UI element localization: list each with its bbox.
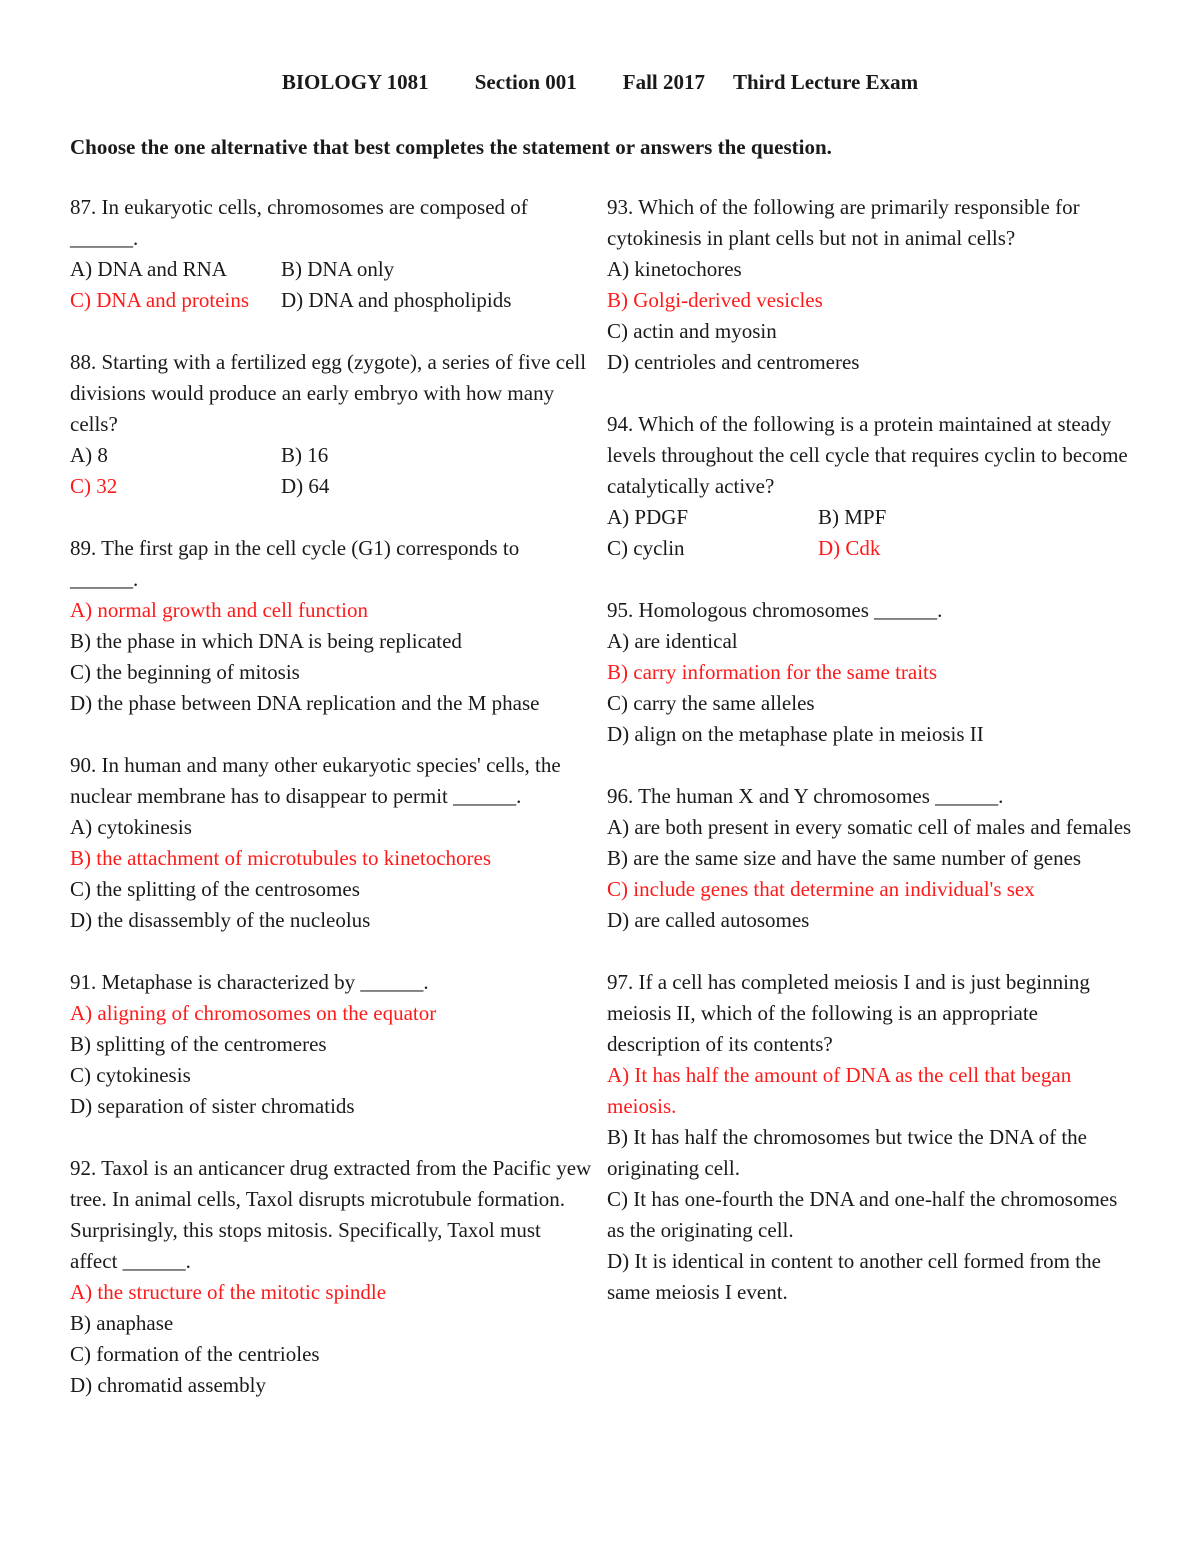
question-88: [70, 347, 592, 502]
question-stem: 87. In eukaryotic cells, chromosomes are composed of ______.: [70, 195, 528, 250]
option-a-correct: A) normal growth and cell function: [70, 598, 368, 622]
question-97: [607, 967, 1132, 1308]
option-c: C) cytokinesis: [70, 1063, 191, 1087]
option-c-correct: C) DNA and proteins: [70, 288, 250, 312]
term-label: Fall 2017: [622, 70, 706, 94]
option-c: C) carry the same alleles: [607, 691, 815, 715]
option-b-correct: B) the attachment of microtubules to kinetochores: [70, 846, 492, 870]
course-title: BIOLOGY 1081: [281, 70, 429, 94]
question-93: [607, 192, 1132, 378]
option-b-correct: B) Golgi-derived vesicles: [607, 288, 823, 312]
question-90: [70, 750, 592, 936]
question-89: [70, 533, 592, 719]
option-c: C) It has one-fourth the DNA and one-half the chromosomes as the originating cell.: [607, 1187, 1118, 1242]
option-d: D) chromatid assembly: [70, 1373, 266, 1397]
option-b: B) splitting of the centromeres: [70, 1032, 327, 1056]
option-c-correct: C) 32: [70, 474, 118, 498]
question-stem: 91. Metaphase is characterized by ______.: [70, 970, 429, 994]
option-d: D) It is identical in content to another cell formed from the same meiosis I event.: [607, 1249, 1101, 1304]
question-87: [70, 192, 592, 316]
option-b: B) DNA only: [281, 257, 395, 281]
option-c: C) the beginning of mitosis: [70, 660, 300, 684]
exam-title: Third Lecture Exam: [733, 70, 919, 94]
question-94: [607, 409, 1132, 564]
question-stem: 88. Starting with a fertilized egg (zygote), a series of five cell divisions would produce an early embryo with how many cells?: [70, 350, 587, 436]
option-d: D) align on the metaphase plate in meiosis II: [607, 722, 984, 746]
instructions: Choose the one alternative that best completes the statement or answers the question.: [70, 135, 832, 159]
option-c: C) the splitting of the centrosomes: [70, 877, 360, 901]
question-stem: 97. If a cell has completed meiosis I and is just beginning meiosis II, which of the following is an appropriate description of its contents?: [607, 970, 1090, 1056]
option-c: C) formation of the centrioles: [70, 1342, 320, 1366]
option-d: D) are called autosomes: [607, 908, 810, 932]
option-d-correct: D) Cdk: [818, 536, 881, 560]
question-91: [70, 967, 592, 1122]
left-column: [70, 192, 592, 1432]
option-b: B) It has half the chromosomes but twice the DNA of the originating cell.: [607, 1125, 1087, 1180]
option-a: A) are identical: [607, 629, 738, 653]
option-d: D) centrioles and centromeres: [607, 350, 860, 374]
question-stem: 93. Which of the following are primarily responsible for cytokinesis in plant cells but not in animal cells?: [607, 195, 1080, 250]
option-a: A) are both present in every somatic cell of males and females: [607, 815, 1132, 839]
option-a: A) DNA and RNA: [70, 257, 227, 281]
option-d: D) the disassembly of the nucleolus: [70, 908, 371, 932]
question-95: [607, 595, 1132, 750]
option-d: D) 64: [281, 474, 330, 498]
option-b-correct: B) carry information for the same traits: [607, 660, 938, 684]
option-c: C) actin and myosin: [607, 319, 777, 343]
question-stem: 89. The first gap in the cell cycle (G1) corresponds to ______.: [70, 536, 520, 591]
option-b: B) anaphase: [70, 1311, 174, 1335]
option-a-correct: A) the structure of the mitotic spindle: [70, 1280, 387, 1304]
exam-header: [0, 70, 1200, 95]
option-c: C) cyclin: [607, 536, 685, 560]
option-a: A) cytokinesis: [70, 815, 192, 839]
option-d: D) the phase between DNA replication and the M phase: [70, 691, 540, 715]
question-96: [607, 781, 1132, 936]
option-d: D) DNA and phospholipids: [281, 288, 512, 312]
option-b: B) the phase in which DNA is being replicated: [70, 629, 462, 653]
option-b: B) 16: [281, 443, 329, 467]
option-a-correct: A) aligning of chromosomes on the equator: [70, 1001, 437, 1025]
section-label: Section 001: [474, 70, 577, 94]
option-a: A) 8: [70, 443, 108, 467]
option-a-correct: A) It has half the amount of DNA as the cell that began meiosis.: [607, 1063, 1072, 1118]
question-stem: 96. The human X and Y chromosomes ______.: [607, 784, 1004, 808]
option-a: A) PDGF: [607, 505, 689, 529]
option-b: B) are the same size and have the same number of genes: [607, 846, 1082, 870]
option-d: D) separation of sister chromatids: [70, 1094, 355, 1118]
question-stem: 94. Which of the following is a protein maintained at steady levels throughout the cell cycle that requires cyclin to become catalytically active?: [607, 412, 1128, 498]
question-stem: 92. Taxol is an anticancer drug extracted from the Pacific yew tree. In animal cells, Taxol disrupts microtubule formation. Surprisingly, this stops mitosis. Specifically, Taxol must affect ______.: [70, 1156, 592, 1273]
question-stem: 90. In human and many other eukaryotic species' cells, the nuclear membrane has to disappear to permit ______.: [70, 753, 561, 808]
option-a: A) kinetochores: [607, 257, 742, 281]
option-b: B) MPF: [818, 505, 887, 529]
question-92: [70, 1153, 592, 1401]
right-column: [607, 192, 1132, 1339]
option-c-correct: C) include genes that determine an individual's sex: [607, 877, 1035, 901]
question-stem: 95. Homologous chromosomes ______.: [607, 598, 943, 622]
